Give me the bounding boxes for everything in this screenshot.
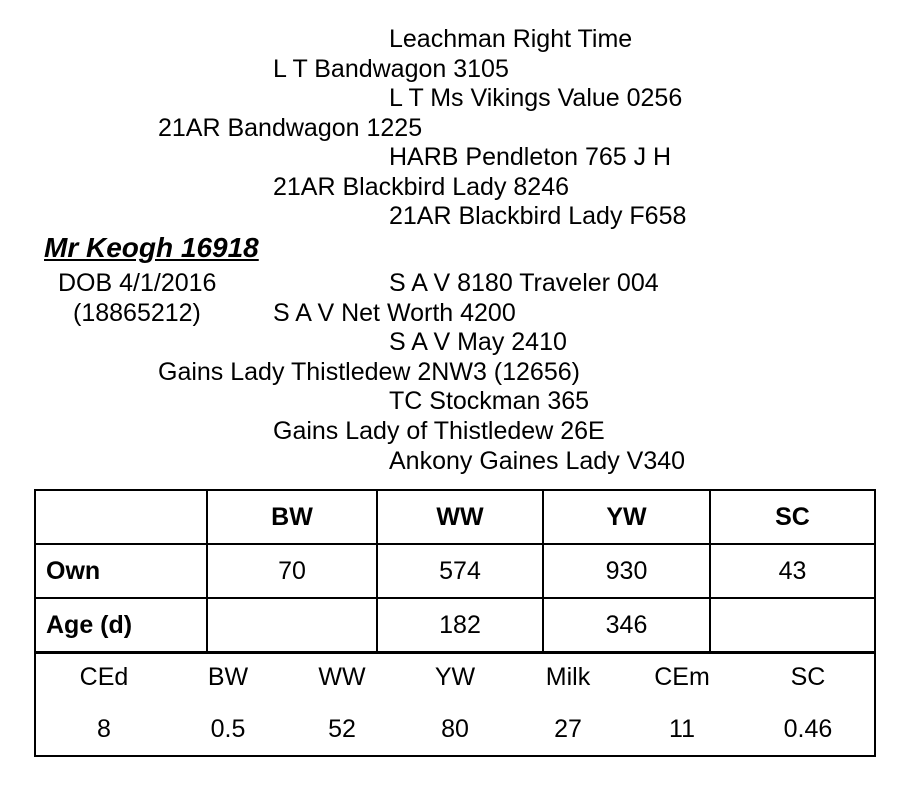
header-ww: WW bbox=[377, 491, 543, 544]
header-blank bbox=[36, 491, 207, 544]
pedigree-sire-dam-sire: HARB Pendleton 765 J H bbox=[389, 143, 672, 171]
own-ww: 574 bbox=[377, 544, 543, 598]
age-yw: 346 bbox=[543, 598, 710, 653]
age-ww: 182 bbox=[377, 598, 543, 653]
pedigree-dam: Gains Lady Thistledew 2NW3 (12656) bbox=[158, 358, 580, 386]
header-yw: YW bbox=[543, 491, 710, 544]
epd-value-ced: 8 bbox=[97, 715, 111, 743]
pedigree-sire-sire-dam: L T Ms Vikings Value 0256 bbox=[389, 84, 683, 112]
animal-name: Mr Keogh 16918 bbox=[44, 232, 259, 263]
pedigree-dam-sire-sire: S A V 8180 Traveler 004 bbox=[389, 269, 659, 297]
pedigree-sire-sire: L T Bandwagon 3105 bbox=[273, 55, 509, 83]
animal-dob: DOB 4/1/2016 bbox=[58, 269, 217, 297]
own-sc: 43 bbox=[710, 544, 874, 598]
pedigree-dam-dam: Gains Lady of Thistledew 26E bbox=[273, 417, 605, 445]
performance-header-row bbox=[36, 491, 874, 544]
header-sc: SC bbox=[710, 491, 874, 544]
header-bw: BW bbox=[207, 491, 377, 544]
epd-value-yw: 80 bbox=[441, 715, 469, 743]
epd-label-ww: WW bbox=[318, 663, 366, 691]
epd-label-milk: Milk bbox=[545, 663, 591, 691]
performance-table bbox=[36, 491, 874, 654]
epd-value-milk: 27 bbox=[554, 715, 582, 743]
performance-box bbox=[34, 489, 876, 757]
epd-section bbox=[36, 653, 874, 757]
age-bw bbox=[207, 598, 377, 653]
pedigree-sire-dam: 21AR Blackbird Lady 8246 bbox=[273, 173, 570, 201]
pedigree-dam-sire: S A V Net Worth 4200 bbox=[273, 299, 516, 327]
epd-label-ced: CEd bbox=[79, 663, 129, 691]
age-sc bbox=[710, 598, 874, 653]
pedigree-dam-dam-sire: TC Stockman 365 bbox=[389, 387, 590, 415]
epd-label-yw: YW bbox=[434, 663, 476, 691]
epd-value-sc: 0.46 bbox=[783, 715, 833, 743]
epd-value-bw: 0.5 bbox=[210, 715, 246, 743]
epd-value-cem: 11 bbox=[669, 715, 695, 743]
pedigree-sire: 21AR Bandwagon 1225 bbox=[158, 114, 423, 142]
own-bw: 70 bbox=[207, 544, 377, 598]
epd-label-cem: CEm bbox=[654, 663, 710, 691]
pedigree-dam-sire-dam: S A V May 2410 bbox=[389, 328, 567, 356]
table-row bbox=[36, 598, 874, 653]
pedigree-sire-sire-sire: Leachman Right Time bbox=[389, 25, 633, 53]
pedigree-dam-dam-dam: Ankony Gaines Lady V340 bbox=[389, 447, 686, 475]
epd-label-sc: SC bbox=[790, 663, 826, 691]
epd-value-ww: 52 bbox=[328, 715, 356, 743]
table-row bbox=[36, 544, 874, 598]
row-label-age: Age (d) bbox=[36, 598, 207, 653]
row-label-own: Own bbox=[36, 544, 207, 598]
own-yw: 930 bbox=[543, 544, 710, 598]
epd-label-bw: BW bbox=[207, 663, 249, 691]
animal-reg-number: (18865212) bbox=[73, 299, 201, 327]
pedigree-sire-dam-dam: 21AR Blackbird Lady F658 bbox=[389, 202, 687, 230]
